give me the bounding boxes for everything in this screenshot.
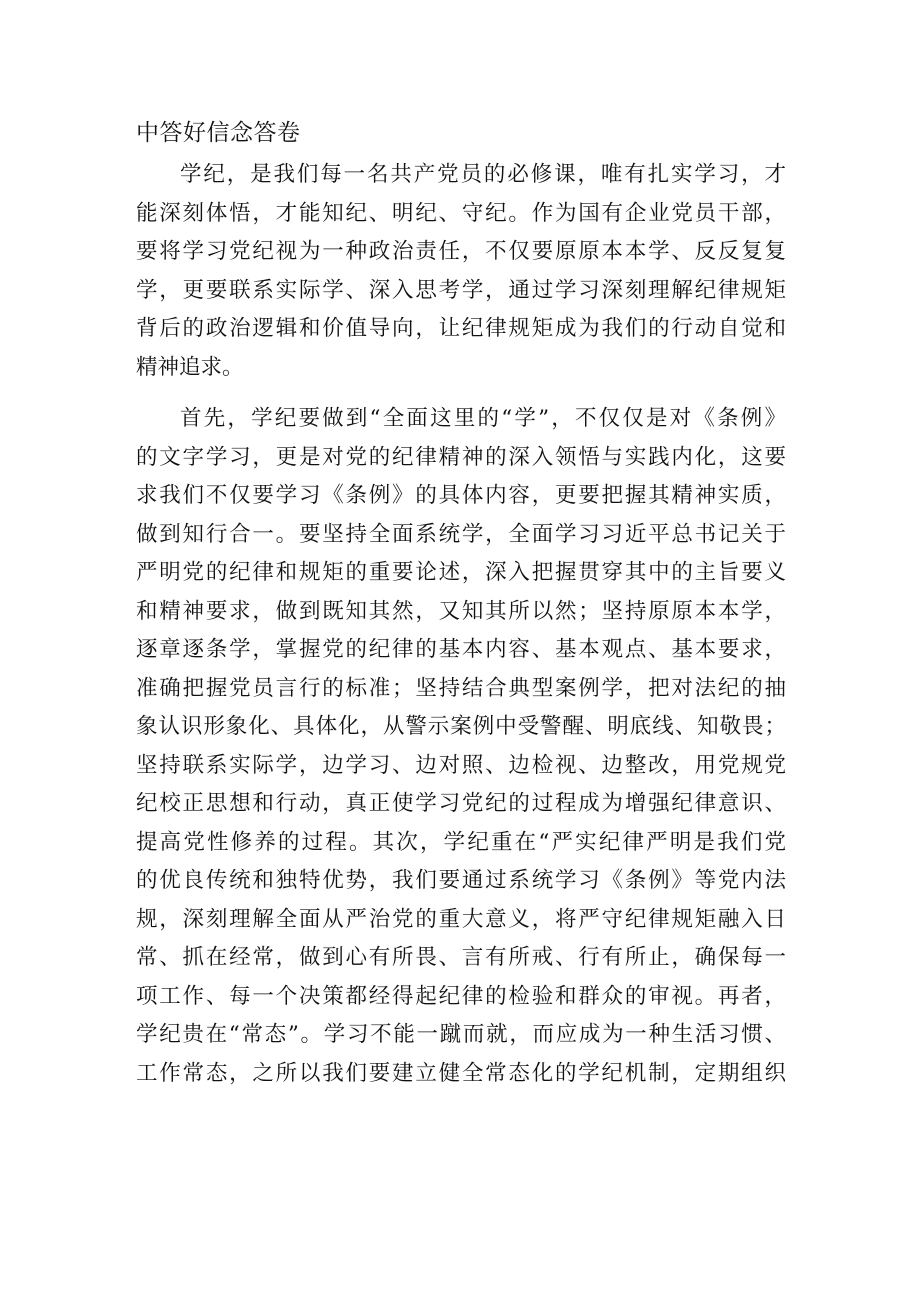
paragraph-line: 要将学习党纪视为一种政治责任，不仅要原原本本学、反反复复 [136,239,786,264]
paragraph-line: 的优良传统和独特优势，我们要通过系统学习《条例》等党内法 [136,868,786,893]
paragraph-line: 象认识形象化、具体化，从警示案例中受警醒、明底线、知敬畏； [136,714,786,739]
paragraph-line: 能深刻体悟，才能知纪、明纪、守纪。作为国有企业党员干部， [136,200,786,226]
paragraph-line: 做到知行合一。要坚持全面系统学，全面学习习近平总书记关于 [136,521,786,547]
paragraph-line: 常、抓在经常，做到心有所畏、言有所戒、行有所止，确保每一 [136,945,786,970]
paragraph-line: 纪校正思想和行动，真正使学习党纪的过程成为增强纪律意识、 [136,791,786,816]
paragraph-line: 规，深刻理解全面从严治党的重大意义，将严守纪律规矩融入日 [136,906,786,932]
paragraph-2 [136,400,786,1093]
document-body [136,156,786,1093]
paragraph-line: 提高党性修养的过程。其次，学纪重在“严实纪律严明是我们党 [136,829,786,855]
paragraph-line: 精神追求。 [136,354,244,380]
paragraph-line: 工作常态，之所以我们要建立健全常态化的学纪机制，定期组织 [136,1060,786,1086]
paragraph-line: 和精神要求，做到既知其然，又知其所以然；坚持原原本本学， [136,598,786,624]
paragraph-line: 首先，学纪要做到“全面这里的“学”，不仅仅是对《条例》 [180,406,786,431]
document-heading: 中答好信念答卷 [136,120,301,146]
paragraph-line: 严明党的纪律和规矩的重要论述，深入把握贯穿其中的主旨要义 [136,560,786,585]
paragraph-line: 求我们不仅要学习《条例》的具体内容，更要把握其精神实质， [136,483,786,508]
paragraph-line: 学，更要联系实际学、深入思考学，通过学习深刻理解纪律规矩 [136,277,786,303]
paragraph-1 [136,156,786,387]
paragraph-line: 逐章逐条学，掌握党的纪律的基本内容、基本观点、基本要求， [136,637,786,662]
paragraph-line: 学纪，是我们每一名共产党员的必修课，唯有扎实学习，才 [180,162,786,187]
paragraph-line: 学纪贵在“常态”。学习不能一蹴而就，而应成为一种生活习惯、 [136,1022,786,1047]
paragraph-line: 背后的政治逻辑和价值导向，让纪律规矩成为我们的行动自觉和 [136,316,786,341]
paragraph-line: 的文字学习，更是对党的纪律精神的深入领悟与实践内化，这要 [136,444,786,470]
paragraph-gap [136,387,786,400]
paragraph-line: 准确把握党员言行的标准；坚持结合典型案例学，把对法纪的抽 [136,675,786,701]
paragraph-line: 坚持联系实际学，边学习、边对照、边检视、边整改，用党规党 [136,752,786,778]
paragraph-line: 项工作、每一个决策都经得起纪律的检验和群众的审视。再者， [136,983,786,1009]
